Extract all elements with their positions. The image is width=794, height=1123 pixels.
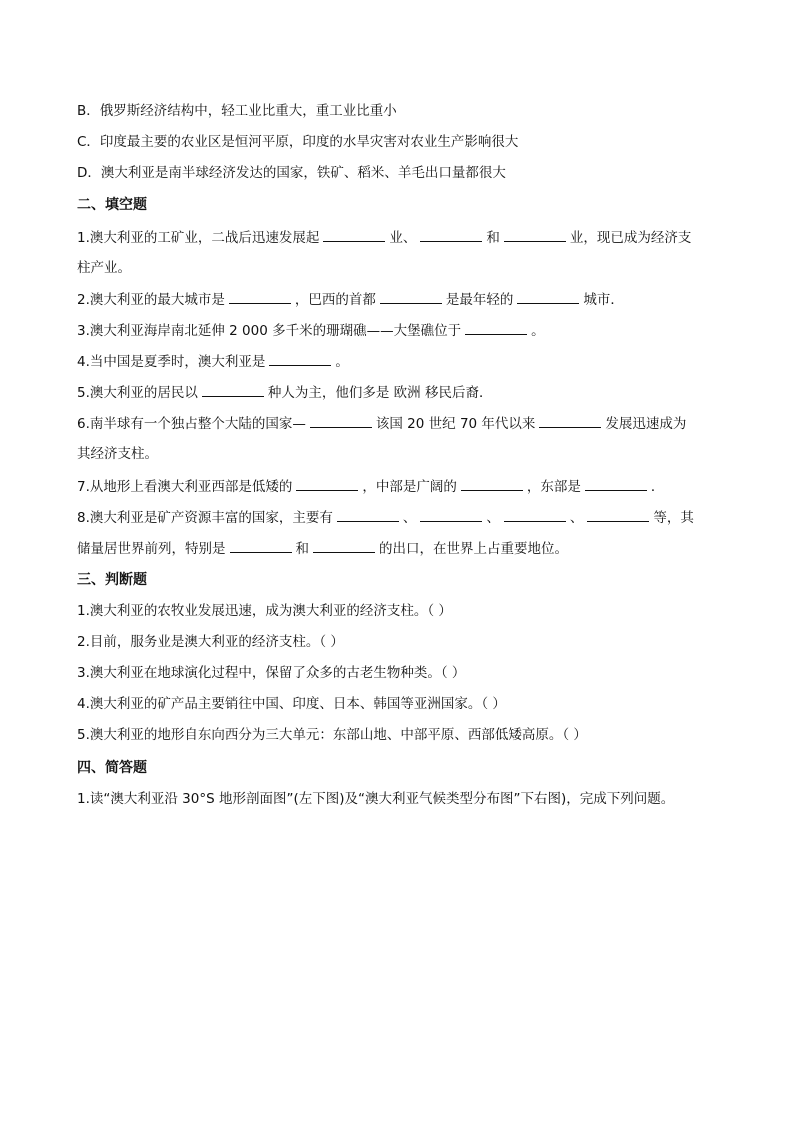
answer-blank[interactable] bbox=[310, 413, 372, 428]
answer-blank[interactable] bbox=[296, 476, 358, 491]
question-text: 储量居世界前列，特别是 bbox=[77, 541, 226, 557]
separator: 、 bbox=[569, 510, 584, 526]
section-heading-fill: 二、填空题 bbox=[77, 197, 147, 213]
separator: 、 bbox=[402, 510, 417, 526]
question-text: 2.澳大利亚的最大城市是 bbox=[77, 292, 225, 308]
answer-blank[interactable] bbox=[420, 227, 482, 242]
section-heading-short: 四、简答题 bbox=[77, 760, 147, 776]
fill-question-3 bbox=[77, 320, 734, 341]
answer-blank[interactable] bbox=[504, 227, 566, 242]
answer-blank[interactable] bbox=[539, 413, 601, 428]
answer-blank[interactable] bbox=[465, 320, 527, 335]
question-text: 4.当中国是夏季时，澳大利亚是 bbox=[77, 354, 266, 370]
question-text: ． bbox=[650, 479, 665, 495]
answer-blank[interactable] bbox=[323, 227, 385, 242]
fill-question-8 bbox=[77, 507, 734, 528]
judge-question-4: 4.澳大利亚的矿产品主要销往中国、印度、日本、韩国等亚洲国家。（ ） bbox=[77, 696, 506, 712]
answer-blank[interactable] bbox=[517, 289, 579, 304]
question-text: 业，现已成为经济支 bbox=[569, 230, 692, 246]
option-c: C．印度最主要的农业区是恒河平原，印度的水旱灾害对农业生产影响很大 bbox=[77, 134, 519, 150]
fill-question-6-cont: 其经济支柱。 bbox=[77, 446, 158, 462]
question-text: 7.从地形上看澳大利亚西部是低矮的 bbox=[77, 479, 293, 495]
short-question-1: 1.读“澳大利亚沿 30°S 地形剖面图”(左下图)及“澳大利亚气候类型分布图”下右图)，完成下列问题。 bbox=[77, 791, 675, 807]
judge-question-5: 5.澳大利亚的地形自东向西分为三大单元：东部山地、中部平原、西部低矮高原。（ ） bbox=[77, 727, 587, 743]
question-text: 3.澳大利亚海岸南北延伸 2 000 多千米的珊瑚礁——大堡礁位于 bbox=[77, 323, 462, 339]
question-text: 和 bbox=[486, 230, 500, 246]
answer-blank[interactable] bbox=[420, 507, 482, 522]
question-text: 的出口，在世界上占重要地位。 bbox=[379, 541, 568, 557]
answer-blank[interactable] bbox=[202, 382, 264, 397]
answer-blank[interactable] bbox=[269, 351, 331, 366]
section-heading-judge: 三、判断题 bbox=[77, 572, 147, 588]
fill-question-6 bbox=[77, 413, 734, 434]
fill-question-7 bbox=[77, 476, 734, 497]
fill-question-2 bbox=[77, 289, 734, 310]
question-text: 6.南半球有一个独占整个大陆的国家— bbox=[77, 416, 306, 432]
answer-blank[interactable] bbox=[380, 289, 442, 304]
question-text: 8.澳大利亚是矿产资源丰富的国家，主要有 bbox=[77, 510, 333, 526]
answer-blank[interactable] bbox=[229, 289, 291, 304]
question-text: 发展迅速成为 bbox=[605, 416, 687, 432]
question-text: 等，其 bbox=[653, 510, 694, 526]
question-text: 1.澳大利亚的工矿业，二战后迅速发展起 bbox=[77, 230, 320, 246]
question-text: 。 bbox=[335, 354, 349, 370]
answer-blank[interactable] bbox=[313, 538, 375, 553]
answer-blank[interactable] bbox=[337, 507, 399, 522]
question-text: 和 bbox=[295, 541, 309, 557]
question-text: 。 bbox=[531, 323, 545, 339]
fill-question-1-cont: 柱产业。 bbox=[77, 260, 131, 276]
question-text: 5.澳大利亚的居民以 bbox=[77, 385, 198, 401]
fill-question-8-cont bbox=[77, 538, 734, 559]
fill-question-4 bbox=[77, 351, 734, 372]
answer-blank[interactable] bbox=[461, 476, 523, 491]
fill-question-1 bbox=[77, 227, 734, 248]
fill-question-5 bbox=[77, 382, 734, 403]
question-text: ，东部是 bbox=[526, 479, 581, 495]
separator: 、 bbox=[486, 510, 500, 526]
answer-blank[interactable] bbox=[585, 476, 647, 491]
question-text: 种人为主，他们多是 欧洲 移民后裔． bbox=[267, 385, 493, 401]
option-b: B．俄罗斯经济结构中，轻工业比重大，重工业比重小 bbox=[77, 103, 397, 119]
question-text: 该国 20 世纪 70 年代以来 bbox=[375, 416, 536, 432]
question-text: ，中部是广阔的 bbox=[362, 479, 457, 495]
question-text: 城市． bbox=[583, 292, 624, 308]
question-text: 是最年轻的 bbox=[445, 292, 514, 308]
judge-question-1: 1.澳大利亚的农牧业发展迅速，成为澳大利亚的经济支柱。（ ） bbox=[77, 603, 452, 619]
question-text: ，巴西的首都 bbox=[294, 292, 376, 308]
question-text: 业、 bbox=[389, 230, 417, 246]
option-d: D．澳大利亚是南半球经济发达的国家，铁矿、稻米、羊毛出口量都很大 bbox=[77, 165, 506, 181]
answer-blank[interactable] bbox=[587, 507, 649, 522]
judge-question-2: 2.目前，服务业是澳大利亚的经济支柱。（ ） bbox=[77, 634, 344, 650]
answer-blank[interactable] bbox=[230, 538, 292, 553]
answer-blank[interactable] bbox=[504, 507, 566, 522]
judge-question-3: 3.澳大利亚在地球演化过程中，保留了众多的古老生物种类。（ ） bbox=[77, 665, 466, 681]
